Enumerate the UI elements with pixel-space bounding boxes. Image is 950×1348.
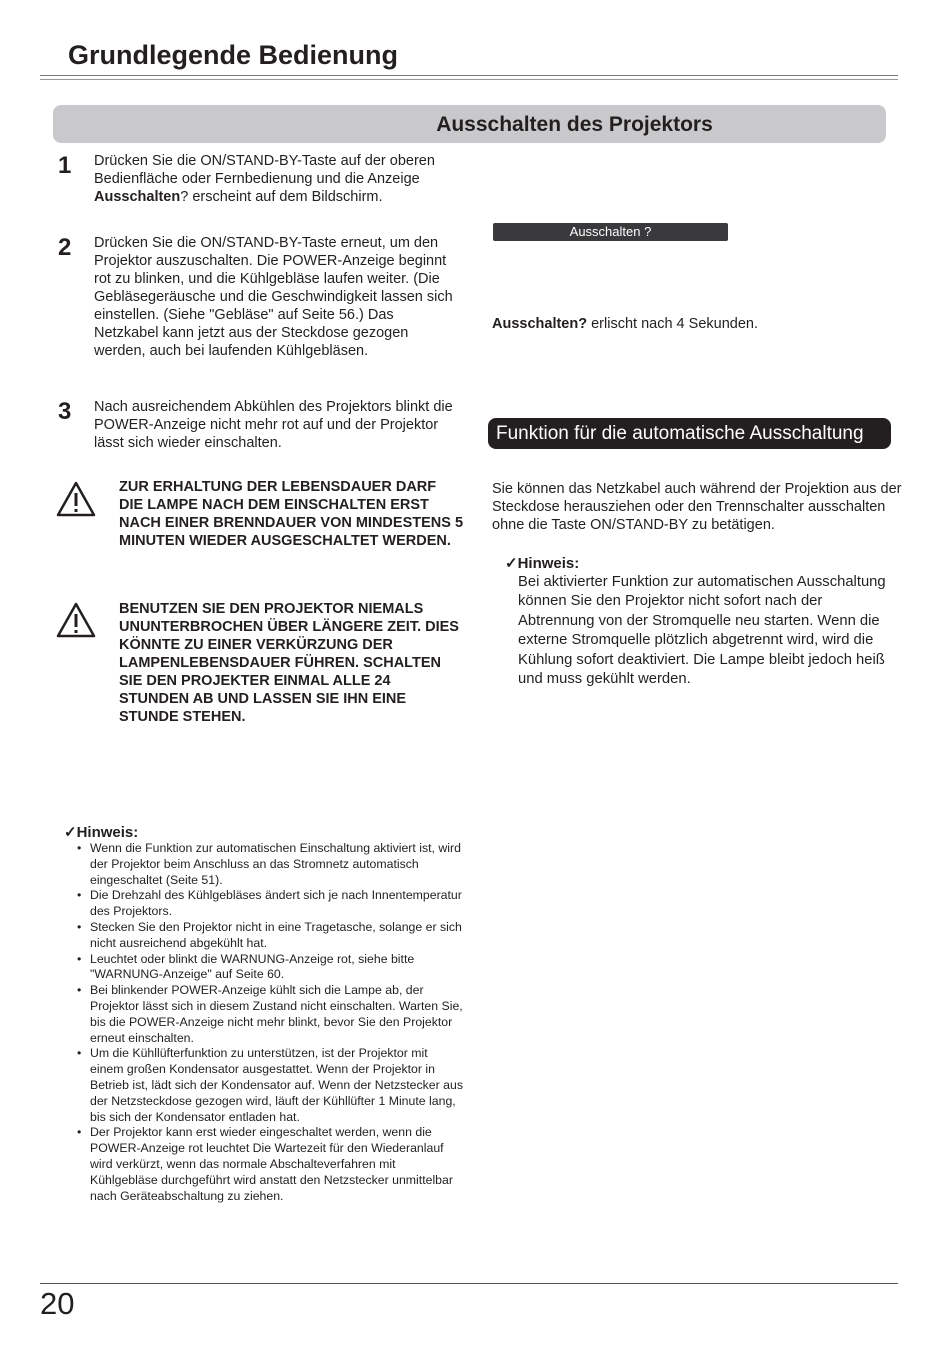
step-text <box>94 152 454 206</box>
step-number: 3 <box>58 398 72 425</box>
osd-caption-bold: Ausschalten? <box>492 316 588 332</box>
warning-triangle-icon <box>56 481 96 517</box>
warning-triangle-icon <box>56 602 96 638</box>
osd-caption-rest: erlischt nach 4 Sekunden. <box>587 316 758 332</box>
step-text: Drücken Sie die ON/STAND-BY-Taste erneut, um den Projektor auszuschalten. Die POWER-Anzeige beginnt rot zu blinken, und die Kühlgebläse laufen weiter. (Die Gebläsegeräusche und die Geschwindigkeit lassen sich einstellen. (Siehe "Gebläse" auf Seite 56.) Das Netzkabel kann jetzt aus der Steckdose gezogen werden, auch bei laufenden Kühlgebläsen. <box>94 235 453 359</box>
page-title: Grundlegende Bedienung <box>68 40 399 70</box>
page-number: 20 <box>40 1286 75 1321</box>
auto-off-note-text: Bei aktivierter Funktion zur automatischen Ausschaltung können Sie den Projektor nicht sofort nach der Abtrennung von der Stromquelle neu starten. Wenn die externe Stromquelle plötzlich abgetrennt wird, wird die Kühlung sofort deaktiviert. Die Lampe bleibt jedoch heiß und muss gekühlt werden. <box>518 574 886 688</box>
auto-off-note-title: ✓Hinweis: <box>505 555 580 572</box>
list-item: • Bei blinkender POWER-Anzeige kühlt sich die Lampe ab, der Projektor lässt sich in diesem Zustand nicht einschalten. Warten Sie, bis die POWER-Anzeige nicht mehr blinkt, bevor Sie den Projektor erneut einschalten. <box>74 983 464 1046</box>
list-item: • Stecken Sie den Projektor nicht in eine Tragetasche, solange er sich nicht ausreichend abgekühlt hat. <box>74 920 464 952</box>
step-text-part: Drücken Sie die ON/STAND-BY-Taste auf der oberen Bedienfläche oder Fernbedienung und die Anzeige <box>94 153 435 187</box>
auto-off-text: Sie können das Netzkabel auch während der Projektion aus der Steckdose herausziehen oder den Trennschalter ausschalten ohne die Taste ON/STAND-BY zu betätigen. <box>492 481 902 533</box>
section-banner <box>53 105 886 143</box>
step-number: 1 <box>58 152 72 179</box>
notes-list <box>74 841 464 1204</box>
header-rule <box>40 75 898 76</box>
osd-ausschalten-bar: Ausschalten ? <box>493 223 728 241</box>
step-number: 2 <box>58 234 72 261</box>
step-text: Nach ausreichendem Abkühlen des Projektors blinkt die POWER-Anzeige nicht mehr rot auf und der Projektor lässt sich wieder einschalten. <box>94 399 453 451</box>
header-rule-thin <box>40 79 898 80</box>
list-item: • Wenn die Funktion zur automatischen Einschaltung aktiviert ist, wird der Projektor beim Anschluss an das Stromnetz automatisch eingeschaltet (Seite 51). <box>74 841 464 888</box>
auto-off-title: Funktion für die automatische Ausschaltung <box>488 418 891 449</box>
footer-rule <box>40 1283 898 1284</box>
step-text-part: ? erscheint auf dem Bildschirm. <box>180 189 383 205</box>
warning-text: BENUTZEN SIE DEN PROJEKTOR NIEMALS UNUNTERBROCHEN ÜBER LÄNGERE ZEIT. DIES KÖNNTE ZU EINER VERKÜRZUNG DER LAMPENLEBENSDAUER FÜHREN. SCHALTEN SIE DEN PROJEKTER EINMAL ALLE 24 STUNDEN AB UND LASSEN SIE IHN EINE STUNDE STEHEN. <box>119 601 459 725</box>
list-item: • Um die Kühllüfterfunktion zu unterstützen, ist der Projektor mit einem großen Kondensator ausgestattet. Wenn der Projektor in Betrieb ist, lädt sich der Kondensator auf. Wenn der Netzstecker aus der Netzsteckdose gezogen wird, läuft der Kühllüfter 1 Minute lang, bis sich der Kondensator entladen hat. <box>74 1046 464 1125</box>
list-item: • Die Drehzahl des Kühlgebläses ändert sich je nach Innentemperatur des Projektors. <box>74 888 464 920</box>
notes-title: ✓Hinweis: <box>64 824 139 841</box>
section-title: Ausschalten des Projektors <box>436 113 713 136</box>
osd-caption <box>492 316 912 332</box>
list-item: • Der Projektor kann erst wieder eingeschaltet werden, wenn die POWER-Anzeige rot leuchtet Die Wartezeit für den Wiederanlauf wird verkürzt, wenn das normale Abschalteverfahren mit Kühlgebläse durchgeführt wird anstatt den Netzstecker unmittelbar nach Geräteabschaltung zu ziehen. <box>74 1125 464 1204</box>
list-item: • Leuchtet oder blinkt die WARNUNG-Anzeige rot, siehe bitte "WARNUNG-Anzeige" auf Seite 60. <box>74 952 464 984</box>
warning-text: ZUR ERHALTUNG DER LEBENSDAUER DARF DIE LAMPE NACH DEM EINSCHALTEN ERST NACH EINER BRENNDAUER VON MINDESTENS 5 MINUTEN WIEDER AUSGESCHALTET WERDEN. <box>119 479 464 549</box>
step-text-bold: Ausschalten <box>94 189 181 205</box>
